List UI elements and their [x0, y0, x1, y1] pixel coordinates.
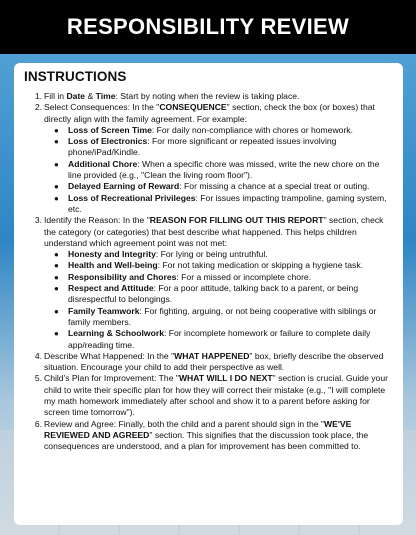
sub-item-text: [68, 272, 311, 283]
bullet-icon: ●: [54, 125, 59, 135]
step-number: 1.: [34, 91, 42, 101]
step-text-part: Review and Agree: Finally, both the child and a parent should sign in the ": [44, 418, 324, 429]
step-text-part: " section. This signifies that the discussion took place, the consequences are understood, and a plan for improvement has been committed to.: [44, 429, 369, 452]
sub-list-item: [54, 159, 393, 182]
step-body: [44, 102, 393, 215]
bullet-icon: ●: [54, 272, 59, 282]
page-title: RESPONSIBILITY REVIEW: [66, 14, 350, 39]
instructions-heading: INSTRUCTIONS: [24, 69, 127, 84]
sub-item-text: [68, 328, 393, 351]
bullet-icon: ●: [54, 137, 59, 147]
sub-item-description: : For lying or being untruthful.: [155, 249, 268, 260]
sub-list-item: [54, 283, 393, 306]
instruction-step: [24, 373, 393, 418]
step-text: [44, 373, 393, 418]
bullet-icon: ●: [54, 193, 59, 203]
sub-item-label: Health and Well-being: [68, 260, 158, 271]
sub-item-description: : For missing a chance at a special treat or outing.: [179, 181, 370, 192]
sub-item-label: Honesty and Integrity: [68, 249, 156, 260]
instruction-step: [24, 419, 393, 453]
instructions-list: [24, 91, 393, 453]
step-keyword: CONSEQUENCE: [159, 102, 227, 113]
step-text-part: Child's Plan for Improvement: The ": [44, 373, 179, 384]
bullet-icon: ●: [54, 284, 59, 294]
step-text-part: " section, check the category (or categories) that best describe what happened. This helps children understand which agreement point was not met:: [44, 215, 384, 248]
step-keyword: WE'VE REVIEWED AND AGREED: [44, 418, 352, 440]
sub-list-item: [54, 249, 393, 260]
sub-item-description: : For a poor attitude, talking back to a parent, or being disrespectful to belongings.: [68, 283, 359, 305]
sub-list-item: [54, 328, 393, 351]
sub-item-description: : For daily non-compliance with chores or homework.: [151, 124, 353, 135]
step-text-part: " section, check the box (or boxes) that directly align with the family agreement. For example:: [44, 102, 375, 124]
step-text: [44, 351, 393, 374]
sub-item-text: [68, 249, 268, 260]
step-text-part: Describe What Happened: In the ": [44, 350, 175, 361]
step-number: 4.: [34, 350, 42, 361]
sub-item-text: [68, 181, 369, 192]
bullet-icon: ●: [54, 250, 59, 260]
bullet-icon: ●: [54, 329, 59, 339]
step-text: [44, 91, 393, 102]
step-body: [44, 373, 393, 418]
sub-item-text: [68, 136, 393, 159]
step-text: [44, 102, 393, 125]
sub-item-description: : For more significant or repeated issues involving phone/iPad/Kindle.: [68, 136, 337, 158]
sub-item-description: : For not taking medication or skipping a hygiene task.: [157, 260, 364, 271]
bullet-icon: ●: [54, 159, 59, 169]
step-text-part: " box, briefly describe the observed situation. Encourage your child to add their perspective as well.: [44, 350, 384, 373]
instruction-step: [24, 91, 393, 102]
step-body: [44, 419, 393, 453]
step-text-part: Identify the Reason: In the ": [44, 215, 150, 226]
step-text: [44, 215, 393, 249]
step-number: 6.: [34, 418, 42, 429]
sub-item-label: Loss of Recreational Privileges: [68, 192, 196, 203]
step-text: [44, 419, 393, 453]
sub-list: [44, 125, 393, 215]
sub-list-item: [54, 193, 393, 216]
step-keyword: WHAT HAPPENED: [174, 350, 250, 361]
sub-item-text: [68, 193, 393, 216]
sub-item-description: : For issues impacting trampoline, gaming system, etc.: [68, 192, 387, 214]
sub-item-label: Family Teamwork: [68, 305, 140, 316]
step-number: 2.: [34, 102, 42, 113]
title-banner: [0, 0, 416, 54]
sub-item-label: Additional Chore: [68, 158, 138, 169]
step-number: 3.: [34, 215, 42, 226]
instruction-step: [24, 102, 393, 215]
sub-item-label: Loss of Screen Time: [68, 124, 152, 135]
sub-item-label: Loss of Electronics: [68, 136, 148, 147]
step-text-part: " section is crucial. Guide your child to write their specific plan for how they will correct their mistake (e.g., "I will complete my math homework immediately after school and show it to a parent before asking for screen time tomorrow").: [44, 373, 388, 418]
step-keyword: REASON FOR FILLING OUT THIS REPORT: [149, 215, 324, 226]
sub-list-item: [54, 181, 393, 192]
sub-item-text: [68, 283, 393, 306]
sub-item-label: Learning & Schoolwork: [68, 328, 164, 339]
sub-item-label: Respect and Attitude: [68, 283, 154, 294]
sub-item-description: : For fighting, arguing, or not being cooperative with siblings or family members.: [68, 305, 377, 327]
sub-item-text: [68, 260, 363, 271]
sub-item-text: [68, 306, 393, 329]
sub-item-description: : For incomplete homework or failure to complete daily app/reading time.: [68, 328, 371, 350]
sub-list-item: [54, 272, 393, 283]
step-body: [44, 351, 393, 374]
sub-item-description: : When a specific chore was missed, write the new chore on the line provided (e.g., "Clean the living room floor").: [68, 158, 380, 181]
sub-item-label: Responsibility and Chores: [68, 271, 177, 282]
bullet-icon: ●: [54, 261, 59, 271]
instructions-card: [14, 63, 403, 525]
instruction-step: [24, 351, 393, 374]
sub-list-item: [54, 260, 393, 271]
bullet-icon: ●: [54, 182, 59, 192]
sub-item-text: [68, 159, 393, 182]
step-body: [44, 215, 393, 351]
step-keyword: Date: [66, 91, 86, 101]
step-keyword: Time: [95, 91, 116, 101]
sub-item-text: [68, 125, 353, 136]
bullet-icon: ●: [54, 306, 59, 316]
step-text-part: Fill in: [44, 91, 67, 101]
sub-list-item: [54, 306, 393, 329]
sub-item-description: : For a missed or incomplete chore.: [176, 271, 312, 282]
sub-item-label: Delayed Earning of Reward: [68, 181, 180, 192]
sub-list-item: [54, 136, 393, 159]
step-text-part: &: [85, 91, 96, 101]
sub-list-item: [54, 125, 393, 136]
step-body: [44, 91, 393, 102]
step-number: 5.: [34, 373, 42, 384]
step-text-part: : Start by noting when the review is taking place.: [115, 91, 300, 101]
step-keyword: WHAT WILL I DO NEXT: [178, 373, 273, 384]
sub-list: [44, 249, 393, 351]
step-text-part: Select Consequences: In the ": [44, 102, 160, 113]
instruction-step: [24, 215, 393, 351]
